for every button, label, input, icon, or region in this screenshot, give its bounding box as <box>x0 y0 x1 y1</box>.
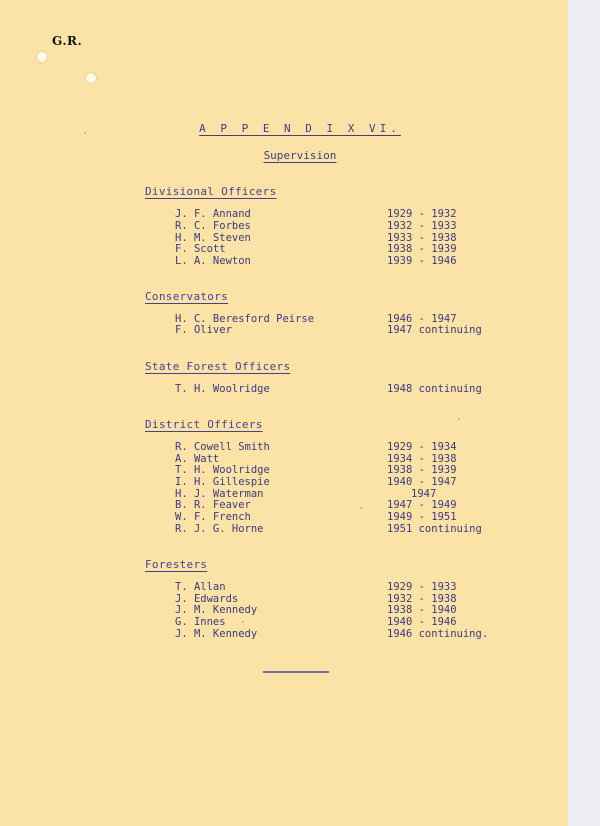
table-row <box>175 324 515 336</box>
service-period: 1932 - 1938 <box>387 593 457 605</box>
service-period: 1938 - 1940 <box>387 604 457 616</box>
service-period: 1929 - 1933 <box>387 581 457 593</box>
table-row <box>175 499 515 511</box>
punch-hole <box>86 73 96 83</box>
section-heading-state-forest-officers: State Forest Officers <box>145 360 291 373</box>
officer-name: I. H. Gillespie <box>175 476 270 488</box>
service-period: 1929 - 1934 <box>387 441 457 453</box>
table-row <box>175 523 515 535</box>
paper-speck <box>360 507 362 509</box>
paper-speck <box>242 621 244 623</box>
officer-name: F. Oliver <box>175 324 232 336</box>
table-row <box>175 628 515 640</box>
officer-name: R. J. G. Horne <box>175 523 264 535</box>
officer-name: W. F. French <box>175 511 251 523</box>
table-row <box>175 464 515 476</box>
service-period: 1939 - 1946 <box>387 255 457 267</box>
appendix-title <box>0 122 600 135</box>
service-period: 1938 - 1939 <box>387 243 457 255</box>
officer-name: A. Watt <box>175 453 220 465</box>
officer-name: T. H. Woolridge <box>175 383 270 395</box>
officer-name: R. Cowell Smith <box>175 441 270 453</box>
service-period: 1932 - 1933 <box>387 220 457 232</box>
service-period: 1934 - 1938 <box>387 453 457 465</box>
service-period: 1948 continuing <box>387 383 482 395</box>
appendix-subtitle <box>0 149 600 162</box>
service-period: 1940 - 1947 <box>387 476 457 488</box>
officer-name: J. F. Annand <box>175 208 251 220</box>
officer-name: G. Innes <box>175 616 226 628</box>
table-row <box>175 581 515 593</box>
table-row <box>175 616 515 628</box>
officer-name: H. C. Beresford Peirse <box>175 313 315 325</box>
table-row <box>175 243 515 255</box>
officer-name: T. Allan <box>175 581 226 593</box>
section-heading-foresters: Foresters <box>145 558 208 571</box>
section-heading-divisional-officers: Divisional Officers <box>145 185 277 198</box>
officer-name: L. A. Newton <box>175 255 251 267</box>
service-period: 1946 continuing. <box>387 628 489 640</box>
service-period: 1946 - 1947 <box>387 313 457 325</box>
section-heading-district-officers: District Officers <box>145 418 263 431</box>
service-period: 1933 - 1938 <box>387 232 457 244</box>
table-row <box>175 383 515 395</box>
closing-rule <box>263 671 329 673</box>
service-period: 1938 - 1939 <box>387 464 457 476</box>
officer-name: F. Scott <box>175 243 226 255</box>
service-period: 1947 - 1949 <box>387 499 457 511</box>
table-row <box>175 208 515 220</box>
table-row <box>175 441 515 453</box>
officer-name: J. M. Kennedy <box>175 604 258 616</box>
officer-name: T. H. Woolridge <box>175 464 270 476</box>
service-period: 1929 - 1932 <box>387 208 457 220</box>
table-row <box>175 604 515 616</box>
scan-background <box>568 0 600 826</box>
service-period: 1940 - 1946 <box>387 616 457 628</box>
table-row <box>175 476 515 488</box>
table-row <box>175 255 515 267</box>
officer-name: H. M. Steven <box>175 232 251 244</box>
officer-name: J. Edwards <box>175 593 239 605</box>
table-row <box>175 220 515 232</box>
officer-name: J. M. Kennedy <box>175 628 258 640</box>
gr-stamp: G.R. <box>52 34 83 48</box>
table-row <box>175 511 515 523</box>
service-period: 1947 continuing <box>387 324 482 336</box>
officer-name: B. R. Feaver <box>175 499 251 511</box>
appendix-subtitle-text: Supervision <box>263 149 337 162</box>
appendix-title-text: A P P E N D I X VI. <box>199 122 401 135</box>
paper-speck <box>84 132 86 134</box>
paper-speck <box>458 418 460 420</box>
punch-hole <box>37 52 47 62</box>
service-period: 1951 continuing <box>387 523 482 535</box>
service-period: 1949 - 1951 <box>387 511 457 523</box>
officer-name: R. C. Forbes <box>175 220 251 232</box>
service-period: 1947 <box>411 488 437 500</box>
section-heading-conservators: Conservators <box>145 290 229 303</box>
officer-name: H. J. Waterman <box>175 488 264 500</box>
